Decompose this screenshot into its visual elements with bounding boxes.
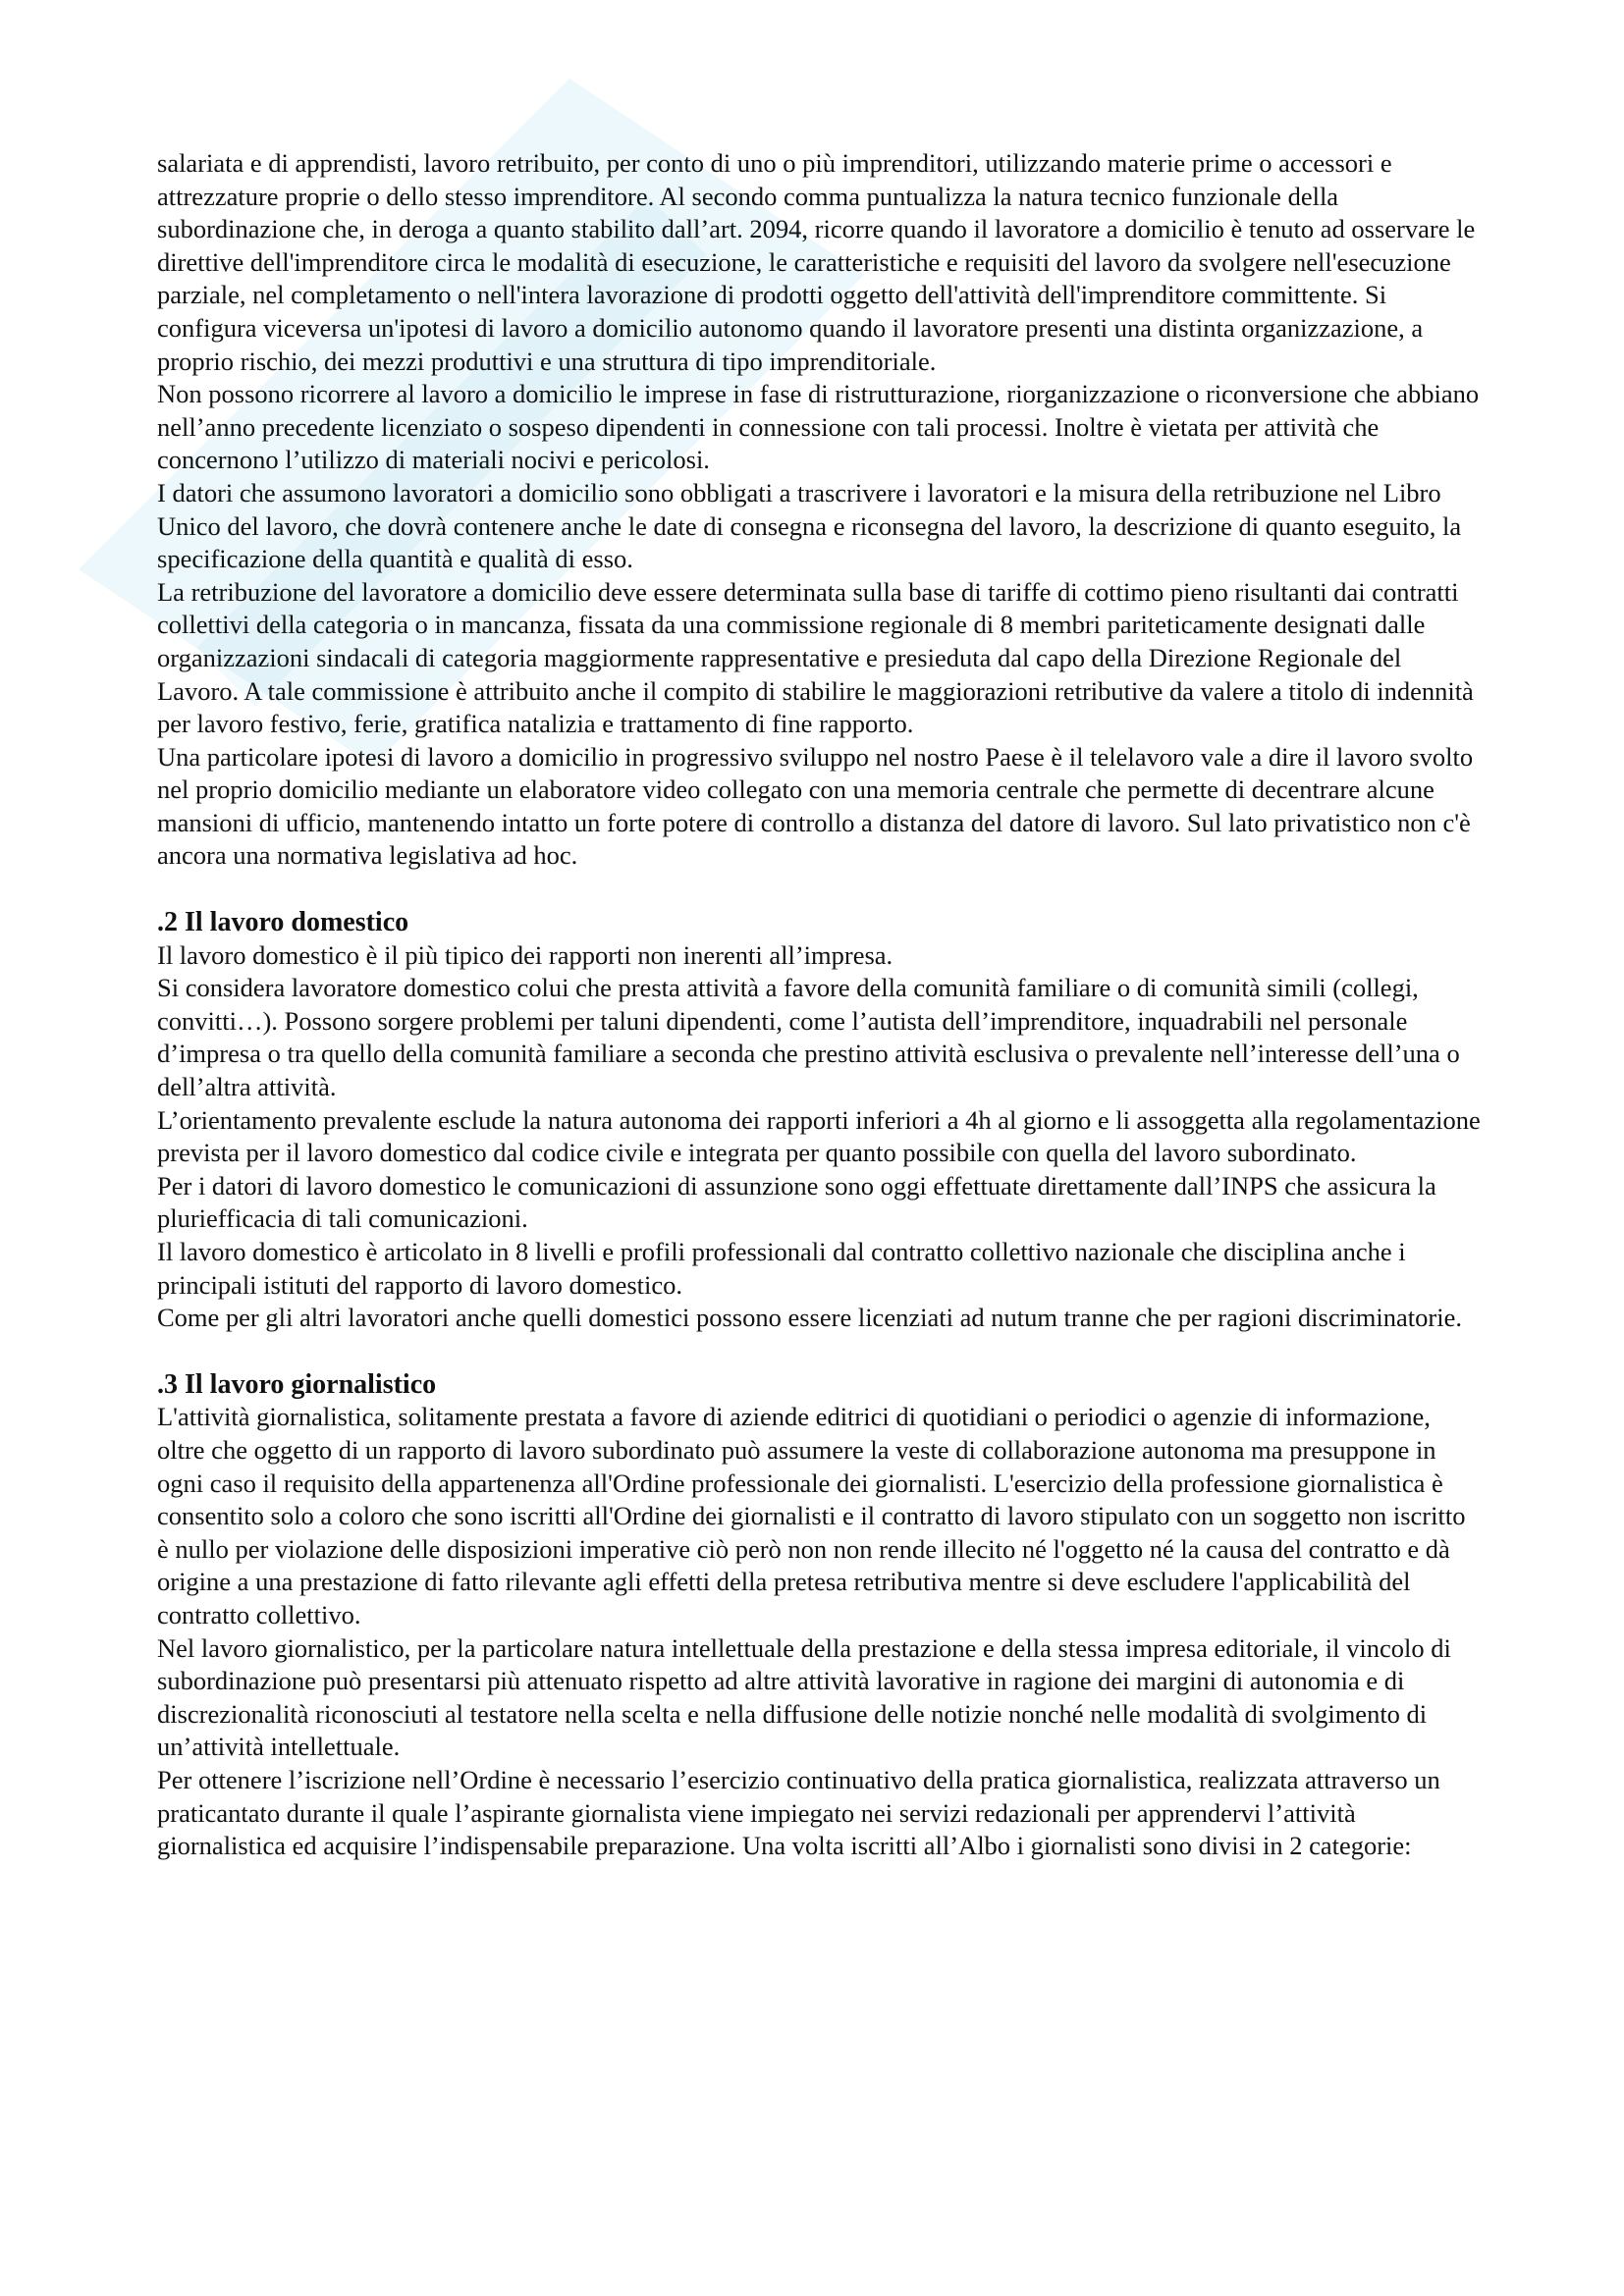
intro-paragraph-4: La retribuzione del lavoratore a domicilio deve essere determinata sulla base di tariffe di cottimo pieno risultanti dai contratti collettivi della categoria o in mancanza, fissata da una commissione regionale di 8 membri pariteticamente designati dalle organizzazioni sindacali di categoria maggiormente rappresentative e presieduta dal capo della Direzione Regionale del Lavoro. A tale commissione è attribuito anche il compito di stabilire le maggiorazioni retributive da valere a titolo di indennità per lavoro festivo, ferie, gratifica natalizia e trattamento di fine rapporto.: [157, 576, 1474, 739]
intro-paragraph-2: Non possono ricorrere al lavoro a domicilio le imprese in fase di ristrutturazione, riorganizzazione o riconversione che abbiano nell’anno precedente licenziato o sospeso dipendenti in connessione con tali processi. Inoltre è vietata per attività che concernono l’utilizzo di materiali nocivi e pericolosi.: [157, 379, 1480, 475]
intro-paragraph-3: I datori che assumono lavoratori a domicilio sono obbligati a trascrivere i lavoratori e la misura della retribuzione nel Libro Unico del lavoro, che dovrà contenere anche le date di consegna e riconsegna del lavoro, la descrizione di quanto eseguito, la specificazione della quantità e qualità di esso.: [157, 477, 1462, 574]
section-3-paragraph-3: Per ottenere l’iscrizione nell’Ordine è necessario l’esercizio continuativo della pratica giornalistica, realizzata attraverso un praticantato durante il quale l’aspirante giornalista viene impiegato nei servizi redazionali per apprendervi l’attività giornalistica ed acquisire l’indispensabile preparazione. Una volta iscritti all’Albo i giornalisti sono divisi in 2 categorie:: [157, 1764, 1440, 1861]
section-spacer: [157, 873, 1483, 906]
section-2-paragraph-2: Si considera lavoratore domestico colui che presta attività a favore della comunità familiare o di comunità simili (collegi, convitti…). Possono sorgere problemi per taluni dipendenti, come l’autista dell’imprenditore, inquadrabili nel personale d’impresa o tra quello della comunità familiare a seconda che prestino attività esclusiva o prevalente nell’interesse dell’una o dell’altra attività.: [157, 973, 1460, 1102]
section-2-paragraph-1: Il lavoro domestico è il più tipico dei rapporti non inerenti all’impresa.: [157, 939, 893, 970]
section-spacer: [157, 1335, 1483, 1368]
section-2-paragraph-5: Il lavoro domestico è articolato in 8 livelli e profili professionali dal contratto collettivo nazionale che disciplina anche i principali istituti del rapporto di lavoro domestico.: [157, 1237, 1406, 1300]
section-3-paragraph-1: L'attività giornalistica, solitamente prestata a favore di aziende editrici di quotidiani o periodici o agenzie di informazione, oltre che oggetto di un rapporto di lavoro subordinato può assumere la veste di collaborazione autonoma ma presuppone in ogni caso il requisito della appartenenza all'Ordine professionale dei giornalisti. L'esercizio della professione giornalistica è consentito solo a coloro che sono iscritti all'Ordine dei giornalisti e il contratto di lavoro stipulato con un soggetto non iscritto è nullo per violazione delle disposizioni imperative ciò però non non rende illecito né l'oggetto né la causa del contratto e dà origine a una prestazione di fatto rilevante agli effetti della pretesa retributiva mentre si deve escludere l'applicabilità del contratto collettivo.: [157, 1402, 1466, 1629]
intro-paragraph-1: salariata e di apprendisti, lavoro retribuito, per conto di uno o più imprenditori, utilizzando materie prime o accessori e attrezzature proprie o dello stesso imprenditore. Al secondo comma puntualizza la natura tecnico funzionale della subordinazione che, in deroga a quanto stabilito dall’art. 2094, ricorre quando il lavoratore a domicilio è tenuto ad osservare le direttive dell'imprenditore circa le modalità di esecuzione, le caratteristiche e requisiti del lavoro da svolgere nell'esecuzione parziale, nel completamento o nell'intera lavorazione di prodotti oggetto dell'attività dell'imprenditore committente. Si configura viceversa un'ipotesi di lavoro a domicilio autonomo quando il lavoratore presenti una distinta organizzazione, a proprio rischio, dei mezzi produttivi e una struttura di tipo imprenditoriale.: [157, 148, 1476, 376]
section-2-heading: .2 Il lavoro domestico: [157, 907, 409, 938]
document-body: [157, 147, 1483, 1863]
section-2-paragraph-6: Come per gli altri lavoratori anche quelli domestici possono essere licenziati ad nutum tranne che per ragioni discriminatorie.: [157, 1303, 1462, 1333]
section-2-paragraph-4: Per i datori di lavoro domestico le comunicazioni di assunzione sono oggi effettuate direttamente dall’INPS che assicura la pluriefficacia di tali comunicazioni.: [157, 1170, 1436, 1234]
section-3-paragraph-2: Nel lavoro giornalistico, per la particolare natura intellettuale della prestazione e della stessa impresa editoriale, il vincolo di subordinazione può presentarsi più attenuato rispetto ad altre attività lavorative in ragione dei margini di autonomia e di discrezionalità riconosciuti al testatore nella scelta e nella diffusione delle notizie nonché nelle modalità di svolgimento di un’attività intellettuale.: [157, 1632, 1451, 1762]
section-2-paragraph-3: L’orientamento prevalente esclude la natura autonoma dei rapporti inferiori a 4h al giorno e li assoggetta alla regolamentazione prevista per il lavoro domestico dal codice civile e integrata per quanto possibile con quella del lavoro subordinato.: [157, 1104, 1481, 1168]
intro-paragraph-5: Una particolare ipotesi di lavoro a domicilio in progressivo sviluppo nel nostro Paese è il telelavoro vale a dire il lavoro svolto nel proprio domicilio mediante un elaboratore video collegato con una memoria centrale che permette di decentrare alcune mansioni di ufficio, mantenendo intatto un forte potere di controllo a distanza del datore di lavoro. Sul lato privatistico non c'è ancora una normativa legislativa ad hoc.: [157, 741, 1474, 871]
section-3-heading: .3 Il lavoro giornalistico: [157, 1368, 437, 1400]
